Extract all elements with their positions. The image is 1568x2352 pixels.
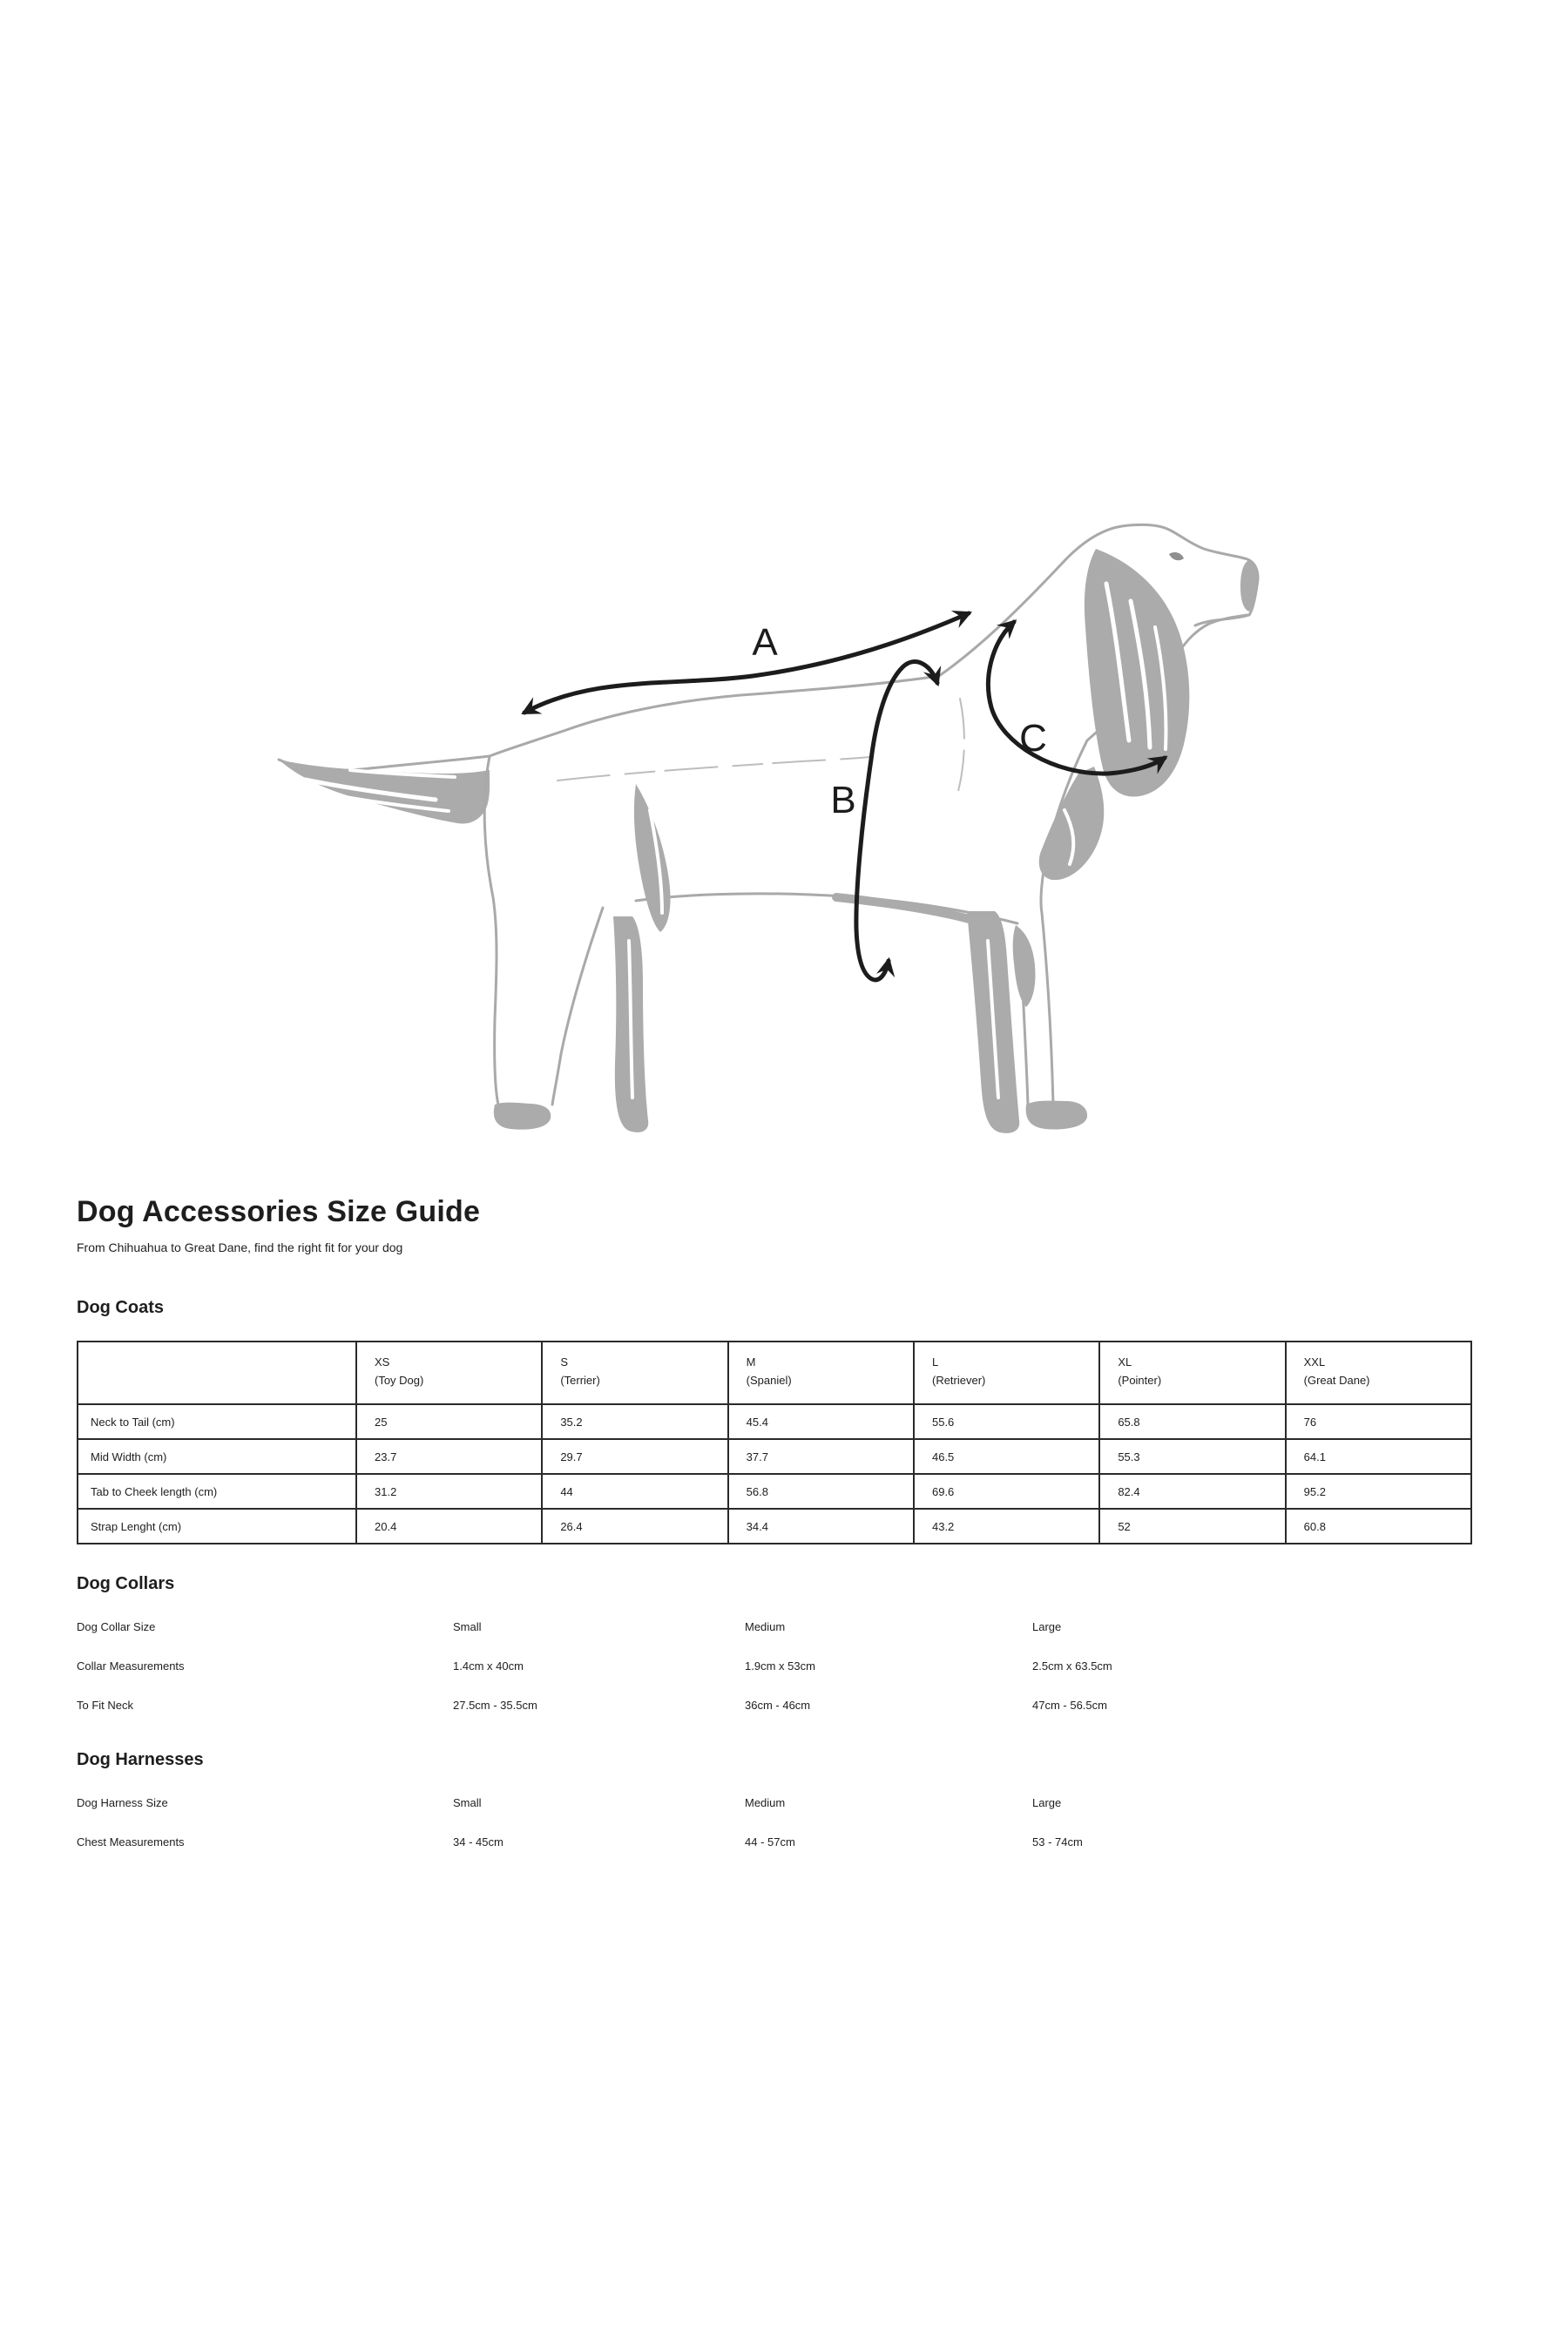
section-heading-dog-harnesses: Dog Harnesses xyxy=(77,1750,204,1769)
column-header-xs xyxy=(356,1342,542,1404)
size-code: L xyxy=(931,1355,939,1369)
dog-sketch xyxy=(279,524,1258,1132)
dog-hind-leg-front-edge xyxy=(552,908,603,1105)
spec-value: 44 - 57cm xyxy=(745,1835,795,1848)
table-cell: 65.8 xyxy=(1099,1404,1285,1439)
table-cell: 45.4 xyxy=(728,1404,914,1439)
page-title: Dog Accessories Size Guide xyxy=(77,1195,481,1228)
dog-thigh-shading xyxy=(634,784,671,932)
dog-eye xyxy=(1169,552,1184,560)
spec-value: 36cm - 46cm xyxy=(745,1699,811,1712)
dog-flank-sketch-line xyxy=(558,756,880,781)
size-breed: (Toy Dog) xyxy=(375,1374,424,1387)
table-cell: 46.5 xyxy=(914,1439,1099,1474)
table-row xyxy=(78,1474,1471,1509)
size-breed: (Spaniel) xyxy=(746,1374,792,1387)
spec-value: Large xyxy=(1032,1620,1062,1633)
table-cell: 37.7 xyxy=(728,1439,914,1474)
spec-row-collar-fit-neck xyxy=(77,1699,1472,1712)
dog-chest-shading xyxy=(1013,925,1036,1007)
table-cell: 95.2 xyxy=(1286,1474,1471,1509)
section-heading-dog-coats: Dog Coats xyxy=(77,1298,164,1317)
measurement-label-c: C xyxy=(1019,717,1047,760)
table-cell: 43.2 xyxy=(914,1509,1099,1544)
column-header-xl xyxy=(1099,1342,1285,1404)
column-header-xxl xyxy=(1286,1342,1471,1404)
size-code: M xyxy=(746,1355,756,1369)
page-subtitle: From Chihuahua to Great Dane, find the right fit for your dog xyxy=(77,1240,403,1254)
spec-value: Small xyxy=(453,1620,482,1633)
spec-value: 34 - 45cm xyxy=(453,1835,504,1848)
size-code: XXL xyxy=(1303,1355,1326,1369)
size-code: S xyxy=(560,1355,568,1369)
size-code: XL xyxy=(1118,1355,1132,1369)
spec-value: Medium xyxy=(745,1620,786,1633)
dog-illustration xyxy=(270,523,1272,1141)
size-breed: (Retriever) xyxy=(931,1374,986,1387)
spec-label: Chest Measurements xyxy=(77,1835,185,1848)
table-cell: 20.4 xyxy=(356,1509,542,1544)
spec-label: To Fit Neck xyxy=(77,1699,134,1712)
measurement-label-b: B xyxy=(830,779,856,821)
measurement-arrow-b xyxy=(856,662,937,980)
size-breed: (Great Dane) xyxy=(1303,1374,1370,1387)
dog-front-paw xyxy=(1026,1101,1087,1130)
table-cell: 52 xyxy=(1099,1509,1285,1544)
size-breed: (Pointer) xyxy=(1118,1374,1162,1387)
column-header-m xyxy=(728,1342,914,1404)
table-cell: 44 xyxy=(542,1474,727,1509)
column-header-s xyxy=(542,1342,727,1404)
spec-label: Dog Harness Size xyxy=(77,1796,168,1809)
spec-row-harness-chest xyxy=(77,1835,1472,1848)
spec-row-collar-size xyxy=(77,1620,1472,1633)
table-row xyxy=(78,1509,1471,1544)
spec-row-collar-measurements xyxy=(77,1659,1472,1673)
row-label: Strap Lenght (cm) xyxy=(78,1509,356,1544)
table-cell: 60.8 xyxy=(1286,1509,1471,1544)
spec-value: Medium xyxy=(745,1796,786,1809)
table-cell: 35.2 xyxy=(542,1404,727,1439)
spec-value: 1.4cm x 40cm xyxy=(453,1659,524,1673)
measurement-arrow-a xyxy=(524,613,969,713)
guide-content xyxy=(77,1195,1472,1848)
table-cell: 29.7 xyxy=(542,1439,727,1474)
spec-value: 53 - 74cm xyxy=(1032,1835,1083,1848)
table-cell: 55.6 xyxy=(914,1404,1099,1439)
row-label: Mid Width (cm) xyxy=(78,1439,356,1474)
table-row xyxy=(78,1404,1471,1439)
dog-front-leg-front-edge xyxy=(1042,913,1053,1105)
spec-value: Small xyxy=(453,1796,482,1809)
dog-hind-paw xyxy=(494,1103,551,1130)
row-label: Neck to Tail (cm) xyxy=(78,1404,356,1439)
table-cell: 55.3 xyxy=(1099,1439,1285,1474)
spec-row-harness-size xyxy=(77,1796,1472,1809)
spec-value: Large xyxy=(1032,1796,1062,1809)
spec-value: 2.5cm x 63.5cm xyxy=(1032,1659,1112,1673)
dog-coats-table xyxy=(77,1341,1472,1544)
table-cell: 23.7 xyxy=(356,1439,542,1474)
table-header-row xyxy=(78,1342,1471,1404)
spec-value: 27.5cm - 35.5cm xyxy=(453,1699,537,1712)
table-cell: 82.4 xyxy=(1099,1474,1285,1509)
row-label: Tab to Cheek length (cm) xyxy=(78,1474,356,1509)
table-cell: 26.4 xyxy=(542,1509,727,1544)
size-breed: (Terrier) xyxy=(560,1374,600,1387)
table-cell: 31.2 xyxy=(356,1474,542,1509)
table-cell: 69.6 xyxy=(914,1474,1099,1509)
table-cell: 25 xyxy=(356,1404,542,1439)
spec-label: Collar Measurements xyxy=(77,1659,185,1673)
section-heading-dog-collars: Dog Collars xyxy=(77,1574,175,1593)
table-row xyxy=(78,1439,1471,1474)
table-cell: 76 xyxy=(1286,1404,1471,1439)
table-cell: 64.1 xyxy=(1286,1439,1471,1474)
dog-hind-leg-rear-edge xyxy=(484,756,498,1105)
measurement-label-a: A xyxy=(752,621,778,664)
table-cell: 56.8 xyxy=(728,1474,914,1509)
measurement-labels xyxy=(752,621,1047,821)
dog-shoulder-sketch-line xyxy=(956,699,964,798)
column-header-l xyxy=(914,1342,1099,1404)
table-corner-cell xyxy=(78,1342,356,1404)
dog-ear xyxy=(1085,549,1189,796)
spec-value: 47cm - 56.5cm xyxy=(1032,1699,1107,1712)
table-cell: 34.4 xyxy=(728,1509,914,1544)
spec-label: Dog Collar Size xyxy=(77,1620,156,1633)
spec-value: 1.9cm x 53cm xyxy=(745,1659,815,1673)
size-code: XS xyxy=(375,1355,390,1369)
